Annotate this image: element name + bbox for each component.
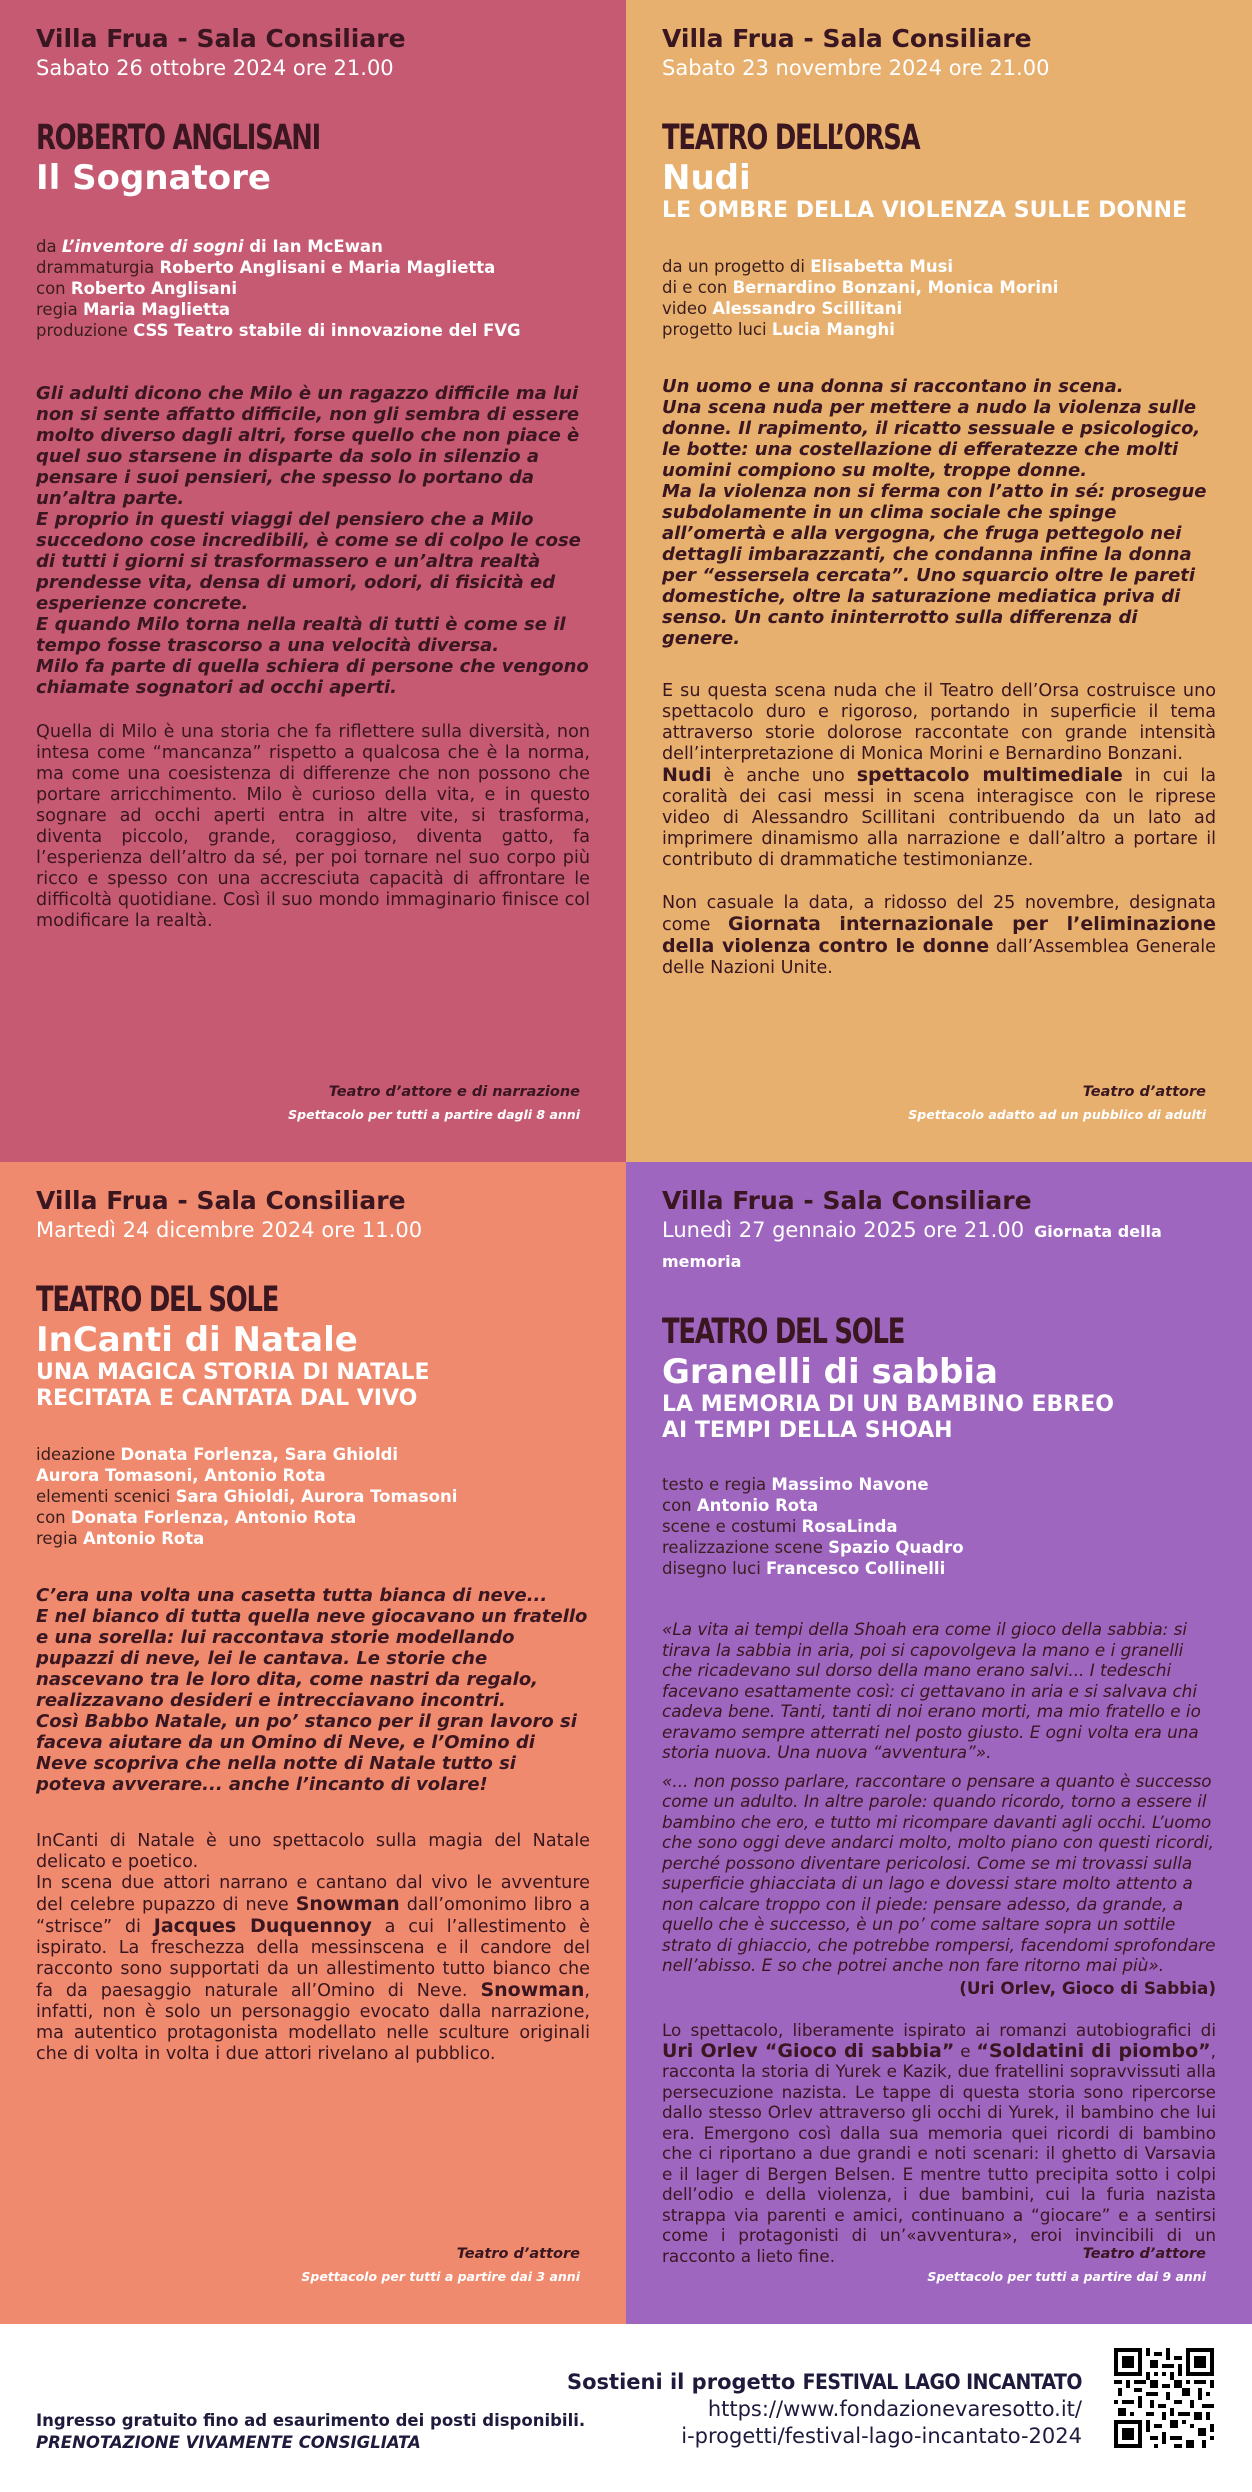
event-panel-nudi — [626, 0, 1252, 1162]
credit-line: testo e regia Massimo Navone — [662, 1475, 929, 1494]
venue: Villa Frua - Sala Consiliare — [662, 1186, 1032, 1215]
description-text: Lo spettacolo, liberamente ispirato ai romanzi autobiografici di Uri Orlev “Gioco di sabbia” e “Soldatini di piombo”, racconta la storia di Yurek e Kazik, due fratellini sopravvissuti alla persecuzione nazista. Le tappe di questa storia sono ripercorse dallo stesso Orlev attraverso gli occhi di Yurek, il bambino che lui era. Emergono così dalla sua memoria quei ricordi di bambino che ci riportano a due grandi e noti scenari: il ghetto di Varsavia e il lager di Bergen Belsen. E mentre tutto precipita sotto i colpi dell’odio e della violenza, i due bambini, cui la furia nazista strappa via parenti e amici, continuano a “giocare” e a sentirsi come i protagonisti di un’«avventura», eroi invincibili di un racconto a lieto fine. — [662, 2020, 1216, 2266]
event-date: Martedì 24 dicembre 2024 ore 11.00 — [36, 1218, 423, 1242]
support-url[interactable]: https://www.fondazionevaresotto.it/ — [707, 2397, 1082, 2421]
credit-line: disegno luci Francesco Collinelli — [662, 1559, 946, 1578]
show-subtitle: LE OMBRE DELLA VIOLENZA SULLE DONNE — [662, 198, 1187, 223]
credit-line: drammaturgia Roberto Anglisani e Maria Maglietta — [36, 258, 496, 277]
credit-line: da un progetto di Elisabetta Musi — [662, 257, 954, 276]
credit-line: progetto luci Lucia Manghi — [662, 320, 895, 339]
show-title: Il Sognatore — [36, 158, 271, 198]
credit-line: con Roberto Anglisani — [36, 279, 238, 298]
credit-line: con Antonio Rota — [662, 1496, 819, 1515]
credits — [36, 1444, 590, 1549]
quote-attribution: (Uri Orlev, Gioco di Sabbia) — [959, 1977, 1216, 1998]
event-date: Lunedì 27 gennaio 2025 ore 21.00 Giornata della memoria — [662, 1218, 1162, 1271]
credit-line: Aurora Tomasoni, Antonio Rota — [36, 1466, 326, 1485]
memorial-day-label: Giornata della memoria — [662, 1222, 1162, 1271]
credits — [662, 1474, 1216, 1579]
credit-line: regia Antonio Rota — [36, 1529, 205, 1548]
genre-label: Teatro d’attore — [1082, 1084, 1206, 1100]
show-title: InCanti di Natale — [36, 1320, 358, 1360]
credit-line: da L’inventore di sogni di Ian McEwan — [36, 237, 383, 256]
event-panel-incanti — [0, 1162, 626, 2324]
genre-label: Teatro d’attore — [1082, 2246, 1206, 2262]
credit-line: con Donata Forlenza, Antonio Rota — [36, 1508, 357, 1527]
credit-line: produzione CSS Teatro stabile di innovazione del FVG — [36, 321, 521, 340]
panel-footer — [288, 1082, 580, 1124]
qr-code-icon[interactable] — [1114, 2348, 1214, 2448]
panel-footer — [927, 2244, 1206, 2286]
intro-text: C’era una volta una casetta tutta bianca di neve... E nel bianco di tutta quella neve giocavano un fratello e una sorella: lui raccontava storie modellando pupazzi di neve, lei le cantava. Le storie che nascevano tra le loro dita, come nastri da regalo, realizzavano desideri e intrecciavano incontri. Così Babbo Natale, un po’ stanco per il gran lavoro si faceva aiutare da un Omino di Neve, e l’Omino di Neve scopriva che nella notte di Natale tutto si poteva avverare... anche l’incanto di volare! — [36, 1585, 588, 1795]
age-label: Spettacolo per tutti a partire dai 9 anni — [927, 2269, 1206, 2284]
credit-line: scene e costumi RosaLinda — [662, 1517, 898, 1536]
support-info — [567, 2368, 1082, 2450]
credit-line: di e con Bernardino Bonzani, Monica Morini — [662, 278, 1059, 297]
credit-line: ideazione Donata Forlenza, Sara Ghioldi — [36, 1445, 399, 1464]
credit-line: realizzazione scene Spazio Quadro — [662, 1538, 964, 1557]
company-name: TEATRO DEL SOLE — [36, 1280, 279, 1320]
show-subtitle: UNA MAGICA STORIA DI NATALE RECITATA E CANTATA DAL VIVO — [36, 1360, 430, 1411]
support-url-path[interactable]: i-progetti/festival-lago-incantato-2024 — [681, 2424, 1082, 2448]
intro-text: Gli adulti dicono che Milo è un ragazzo difficile ma lui non si sente affatto difficile, non gli sembra di essere molto diverso dagli altri, forse quello che non piace è quel suo starsene in disparte da solo in silenzio a pensare i suoi pensieri, che spesso lo portano da un’altra parte. E proprio in questi viaggi del pensiero che a Milo succedono cose incredibili, è come se di colpo le cose di tutti i giorni si trasformassero e un’altra realtà prendesse vita, densa di umori, odori, di fisicità ed esperienze concrete. E quando Milo torna nella realtà di tutti è come se il tempo fosse trascorso a una velocità diversa. Milo fa parte di quella schiera di persone che vengono chiamate sognatori ad occhi aperti. — [36, 383, 589, 698]
support-line: Sostieni il progetto FESTIVAL LAGO INCANTATO — [566, 2370, 1082, 2394]
company-name: TEATRO DEL SOLE — [662, 1312, 905, 1352]
entry-info: Ingresso gratuito fino ad esaurimento dei posti disponibili. PRENOTAZIONE VIVAMENTE CONSIGLIATA — [36, 2411, 586, 2452]
intro-text: Un uomo e una donna si raccontano in scena. Una scena nuda per mettere a nudo la violenza sulle donne. Il rapimento, il ricatto sessuale e psicologico, le botte: una costellazione di efferatezze che molti uomini compiono su molte, troppe donne. Ma la violenza non si ferma con l’atto in sé: prosegue subdolamente in un clima sociale che spinge all’omertà e alla vergogna, che fruga pettegolo nei dettagli imbarazzanti, che condanna infine la donna per “essersela cercata”. Uno squarcio oltre le pareti domestiche, oltre la saturazione mediatica priva di senso. Un canto ininterrotto sulla differenza di genere. — [662, 376, 1207, 649]
event-date: Sabato 23 novembre 2024 ore 21.00 — [662, 56, 1050, 80]
credits — [36, 236, 590, 341]
company-name: TEATRO DELL’ORSA — [662, 118, 920, 158]
show-title: Nudi — [662, 158, 751, 198]
credit-line: video Alessandro Scillitani — [662, 299, 903, 318]
show-subtitle: LA MEMORIA DI UN BAMBINO EBREO AI TEMPI DELLA SHOAH — [662, 1392, 1114, 1443]
age-label: Spettacolo per tutti a partire dai 3 anni — [301, 2269, 580, 2284]
quote-text: «La vita ai tempi della Shoah era come il gioco della sabbia: si tirava la sabbia in aria, poi si capovolgeva la mano e i granelli che ricadevano sul dorso della mano erano salvi... I tedeschi facevano esattamente così: ci gettavano in aria e si salvava chi cadeva bene. Tanti, tanti di noi erano morti, ma mio fratello e io eravamo sempre atterrati nel posto giusto. E ogni volta era una storia nuova. Una nuova “avventura”». «... non posso parlare, raccontare o pensare a quanto è successo come un adulto. In altre parole: quando ricordo, torno a essere il bambino che ero, e tutto mi ricompare davanti agli occhi. L’uomo che sono oggi deve andarci molto, molto piano con questi ricordi, perché possono diventare pericolosi. Come se mi trovassi sulla superficie ghiacciata di un lago e dovessi stare molto attento a non calcare troppo con il piede: pensare adesso, da grande, a quello che è successo, è un po’ come saltare sopra un sottile strato di ghiaccio, che potrebbe rompersi, facendomi sprofondare nell’abisso. E so che potrei anche non fare ritorno mai più». (Uri Orlev, Gioco di Sabbia) — [662, 1619, 1216, 1998]
credits — [662, 256, 1216, 340]
event-panel-granelli — [626, 1162, 1252, 2324]
event-date: Sabato 26 ottobre 2024 ore 21.00 — [36, 56, 394, 80]
description-text: Quella di Milo è una storia che fa riflettere sulla diversità, non intesa come “mancanza” rispetto a qualcosa che è la norma, ma come una coesistenza di differenze che non possono che portare arricchimento. Milo è curioso della vita, e in questo sognare ad occhi aperti entra in altre vite, si trasforma, diventa piccolo, grande, coraggioso, diventa gatto, fa l’esperienza dell’altro da sé, per poi tornare nel suo corpo più ricco e spesso con una accresciuta capacità di affrontare le difficoltà quotidiane. Così il suo mondo immaginario finisce col modificare la realtà. — [36, 722, 590, 931]
panel-footer — [301, 2244, 580, 2286]
genre-label: Teatro d’attore — [456, 2246, 580, 2262]
description-text: InCanti di Natale è uno spettacolo sulla magia del Natale delicato e poetico. In scena due attori narrano e cantano dal vivo le avventure del celebre pupazzo di neve Snowman dall’omonimo libro a “strisce” di Jacques Duquennoy a cui l’allestimento è ispirato. La freschezza della messinscena e il candore del racconto sono supportati da un allestimento tutto bianco che fa da paesaggio naturale all’Omino di Neve. Snowman, infatti, non è solo un personaggio evocato dalla narrazione, ma autentico protagonista modellato nelle sculture originali che di volta in volta i due attori rivelano al pubblico. — [36, 1831, 590, 2064]
venue: Villa Frua - Sala Consiliare — [36, 1186, 406, 1215]
age-label: Spettacolo adatto ad un pubblico di adulti — [908, 1107, 1206, 1122]
description-text: E su questa scena nuda che il Teatro dell’Orsa costruisce uno spettacolo duro e rigoroso, portando in superficie il tema attraverso storie dolorose raccontate con grande intensità dell’interpretazione di Monica Morini e Bernardino Bonzani. Nudi è anche uno spettacolo multimediale in cui la coralità dei casi messi in scena interagisce con le riprese video di Alessandro Scillitani contribuendo da un lato ad imprimere dinamismo alla narrazione e dall’altro a portare il contributo di drammatiche testimonianze. Non casuale la data, a ridosso del 25 novembre, designata come Giornata internazionale per l’eliminazione della violenza contro le donne dall’Assemblea Generale delle Nazioni Unite. — [662, 681, 1217, 978]
event-panel-anglisani — [0, 0, 626, 1162]
festival-name: FESTIVAL LAGO INCANTATO — [802, 2370, 1082, 2394]
credit-line: elementi scenici Sara Ghioldi, Aurora Tomasoni — [36, 1487, 458, 1506]
venue: Villa Frua - Sala Consiliare — [36, 24, 406, 53]
show-title: Granelli di sabbia — [662, 1352, 998, 1392]
company-name: ROBERTO ANGLISANI — [36, 118, 321, 158]
page-footer — [0, 2324, 1252, 2492]
panel-footer — [908, 1082, 1206, 1124]
genre-label: Teatro d’attore e di narrazione — [328, 1084, 580, 1100]
credit-line: regia Maria Maglietta — [36, 300, 231, 319]
venue: Villa Frua - Sala Consiliare — [662, 24, 1032, 53]
age-label: Spettacolo per tutti a partire dagli 8 anni — [288, 1107, 580, 1122]
